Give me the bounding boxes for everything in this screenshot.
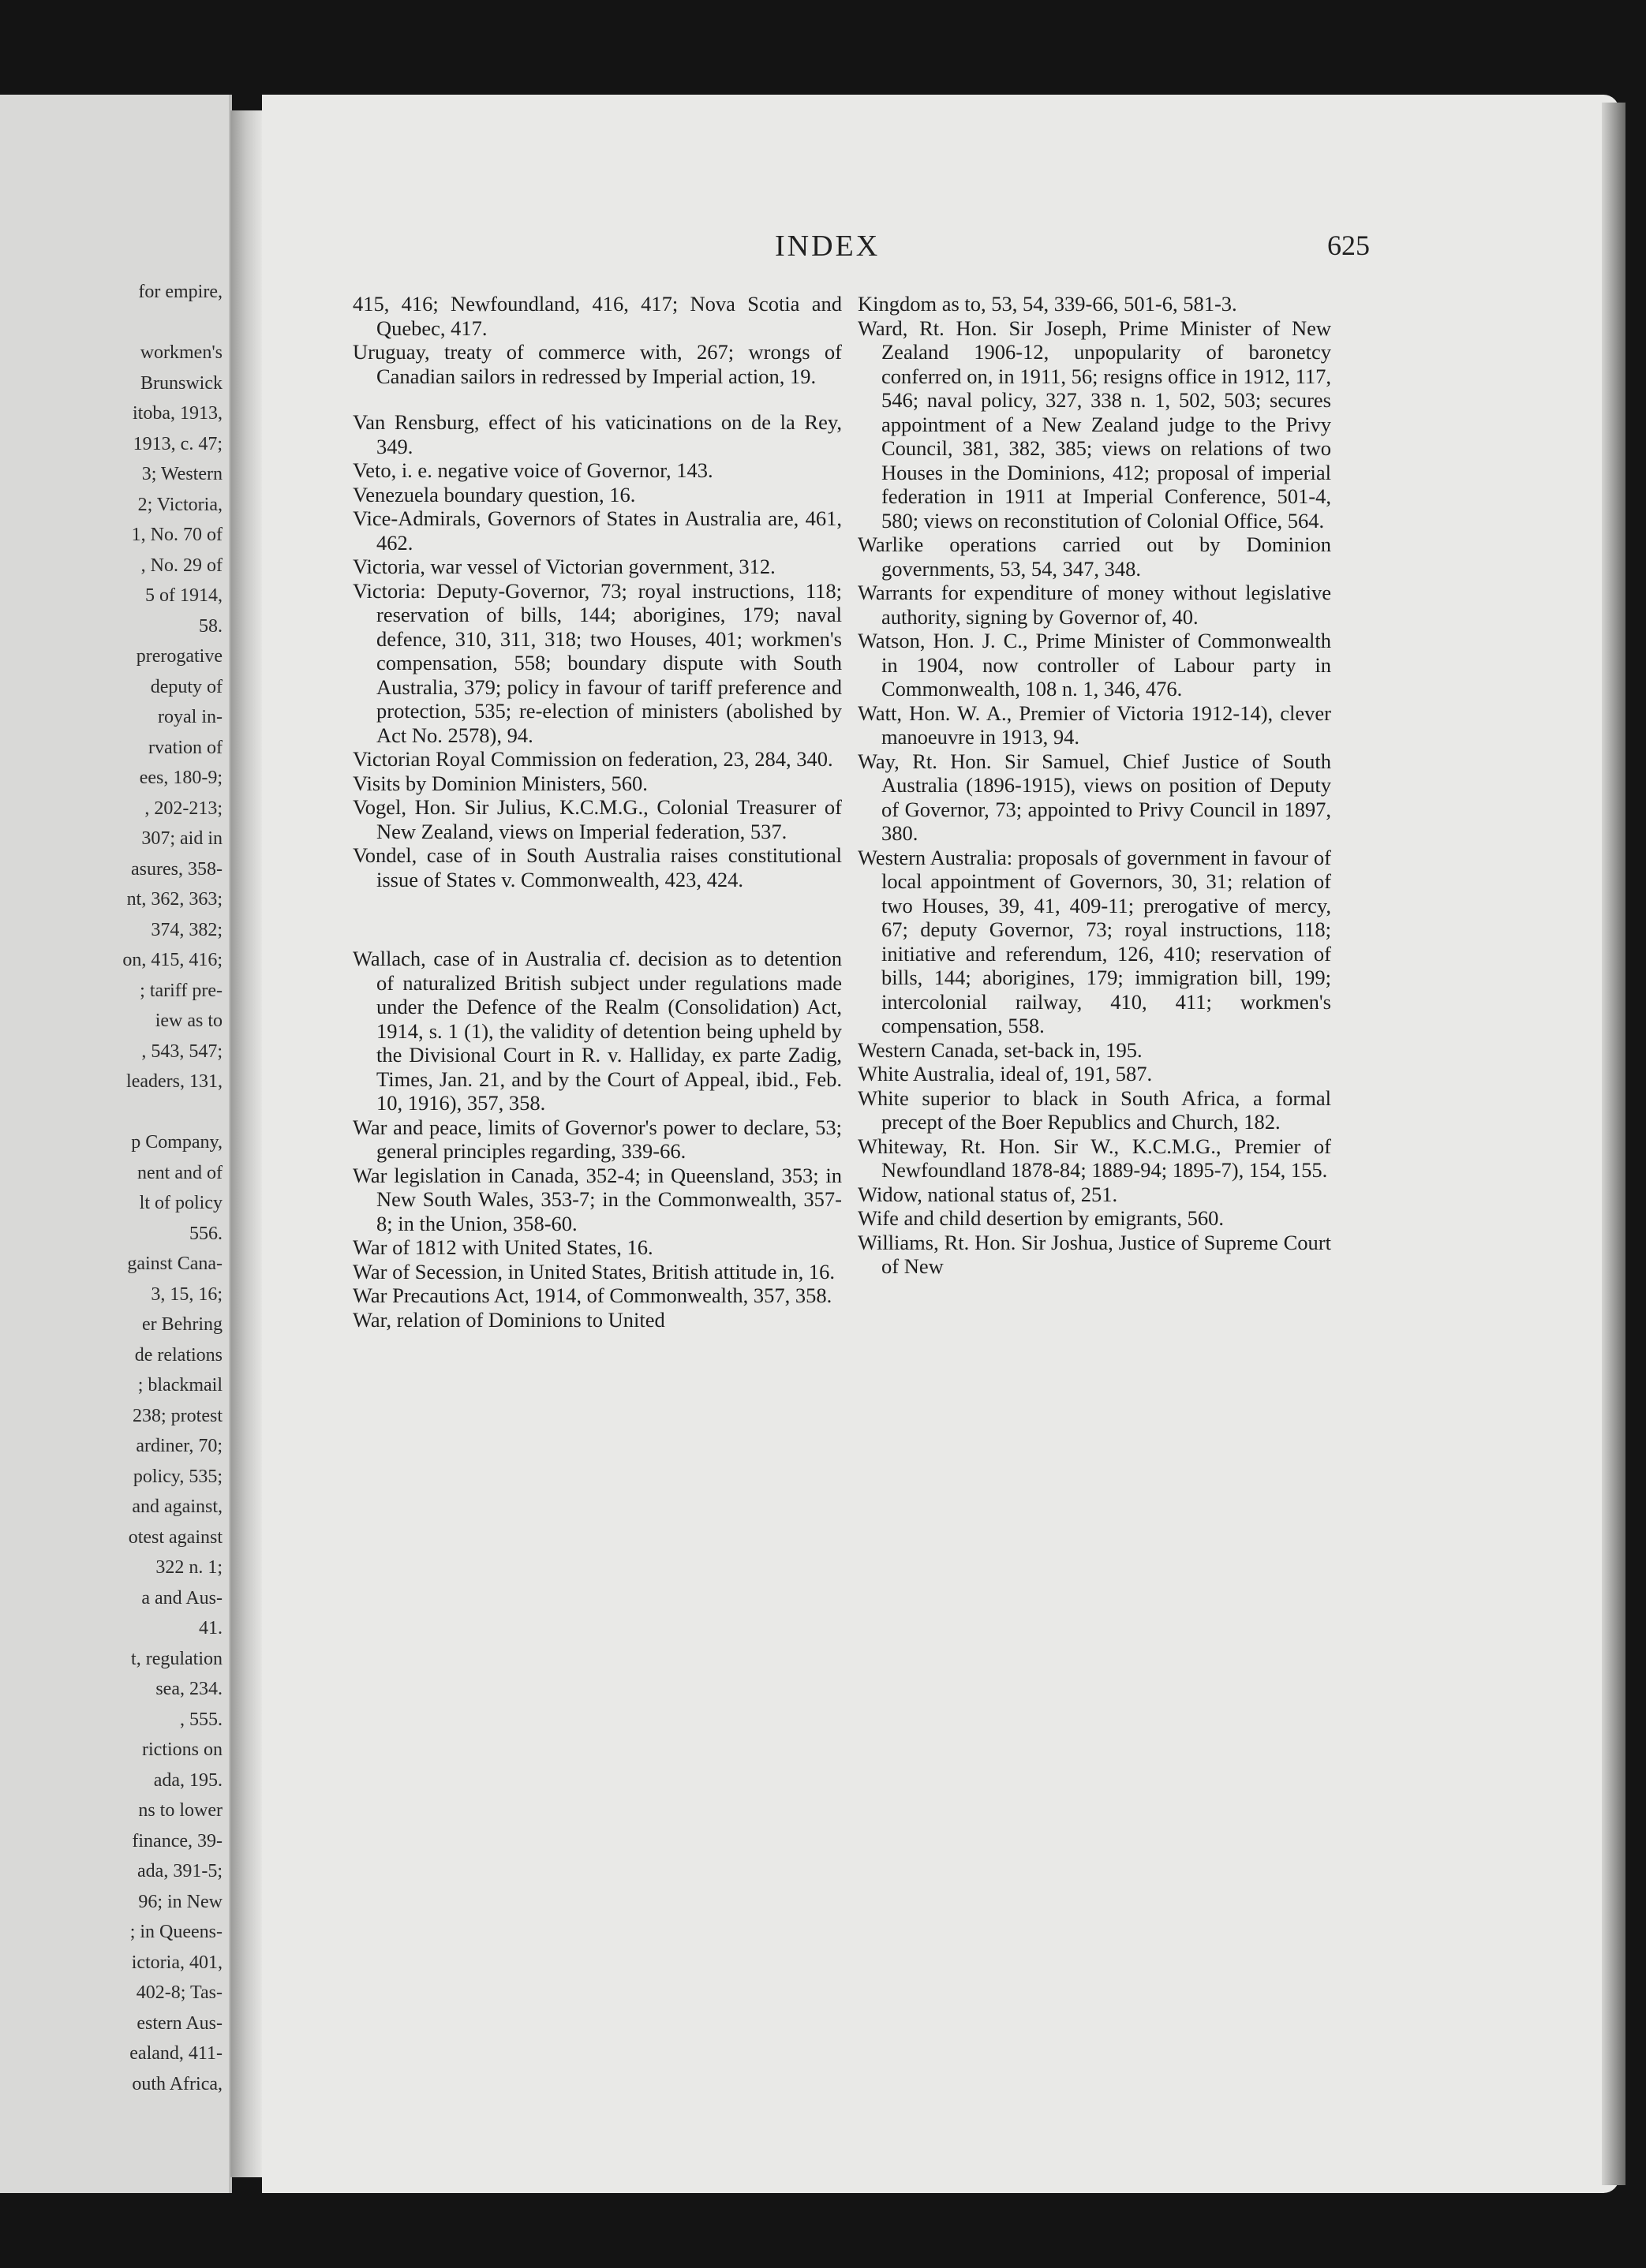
left-page-text-fragment: ; in Queens- — [129, 1922, 223, 1942]
index-entry: Whiteway, Rt. Hon. Sir W., K.C.M.G., Premier of Newfoundland 1878-84; 1889-94; 1895-7), 154, 155. — [858, 1134, 1331, 1182]
left-page-text-fragment: 5 of 1914, — [145, 585, 223, 606]
index-entry: Vogel, Hon. Sir Julius, K.C.M.G., Colonial Treasurer of New Zealand, views on Imperial federation, 537. — [353, 795, 842, 843]
left-page-text-fragment: t, regulation — [131, 1648, 223, 1669]
index-entry: War and peace, limits of Governor's power to declare, 53; general principles regarding, 339-66. — [353, 1115, 842, 1163]
left-page-text-fragment: nt, 362, 363; — [126, 889, 223, 910]
left-page-text-fragment: , 555. — [180, 1709, 223, 1730]
left-page-text-fragment: outh Africa, — [132, 2073, 223, 2094]
page-number: 625 — [1327, 230, 1370, 261]
left-page-text-fragment: 307; aid in — [141, 828, 223, 849]
left-page-text-fragment: rictions on — [142, 1739, 223, 1760]
left-page-text-fragment: 1, No. 70 of — [131, 525, 223, 545]
index-entry: Victoria, war vessel of Victorian government, 312. — [353, 555, 776, 578]
index-entry: Western Canada, set-back in, 195. — [858, 1037, 1143, 1062]
index-entry: Wife and child desertion by emigrants, 560. — [858, 1206, 1225, 1230]
left-page-text-fragment: estern Aus- — [137, 2012, 223, 2034]
index-entry: Veto, i. e. negative voice of Governor, 143. — [353, 458, 713, 482]
left-page-text-fragment: otest against — [128, 1526, 223, 1548]
index-entry: 415, 416; Newfoundland, 416, 417; Nova Scotia and Quebec, 417. — [353, 292, 842, 340]
left-page-text-fragment: lt of policy — [139, 1193, 223, 1213]
left-page-text-fragment: ealand, 411- — [129, 2043, 223, 2064]
index-entry: Victorian Royal Commission on federation, 23, 284, 340. — [353, 747, 833, 771]
left-page-text-fragment: ; tariff pre- — [140, 980, 223, 1001]
left-page-text-fragment: 374, 382; — [151, 919, 223, 940]
index-entry: Western Australia: proposals of government in favour of local appointment of Governors, 30, 31; relation of two Houses, 39, 41, 409-11; prerogative of mercy, 67; deputy Governor, 73; royal instructions, 118; initiative and referendum, 126, 410; reservation of bills, 144; aborigines, 179; immigration bill, 199; intercolonial railway, 410, 411; workmen's compensation, 558. — [858, 845, 1331, 1037]
book-gutter — [230, 110, 262, 2177]
left-page-text-fragment: 322 n. 1; — [155, 1557, 223, 1578]
left-page-text-fragment: 1913, c. 47; — [133, 433, 223, 454]
left-page-text-fragment: ardiner, 70; — [136, 1436, 223, 1456]
left-page-text-fragment: sea, 234. — [155, 1679, 223, 1699]
index-entry: Vondel, case of in South Australia raises constitutional issue of States v. Commonwealth, 423, 424. — [353, 843, 842, 891]
left-page-text-fragment: 3; Western — [141, 464, 223, 484]
index-entry: Venezuela boundary question, 16. — [353, 482, 636, 506]
index-entry: Watson, Hon. J. C., Prime Minister of Commonwealth in 1904, now controller of Labour party in Commonwealth, 108 n. 1, 346, 476. — [858, 629, 1331, 701]
index-entry: Victoria: Deputy-Governor, 73; royal instructions, 118; reservation of bills, 144; aborigines, 179; naval defence, 310, 311, 318; two Houses, 401; workmen's compensation, 558; boundary dispute with South Australia, 379; policy in favour of tariff preference and protection, 535; re-election of ministers (abolished by Act No. 2578), 94. — [353, 578, 842, 747]
index-entry: Vice-Admirals, Governors of States in Australia are, 461, 462. — [353, 506, 842, 555]
index-entry: Williams, Rt. Hon. Sir Joshua, Justice of Supreme Court of New — [858, 1230, 1331, 1278]
index-entry: War of Secession, in United States, British attitude in, 16. — [353, 1259, 835, 1283]
left-page-text-fragment: 402-8; Tas- — [136, 1982, 223, 2003]
left-page-text-fragment: 58. — [199, 615, 223, 637]
left-page-text-fragment: iew as to — [155, 1011, 223, 1031]
left-page-text-fragment: er Behring — [142, 1314, 223, 1335]
left-page-text-fragment: 96; in New — [138, 1891, 223, 1912]
left-page-text-fragment: ns to lower — [138, 1800, 223, 1821]
left-page-text-fragment: for empire, — [138, 282, 223, 302]
index-entry: Wallach, case of in Australia cf. decision as to detention of naturalized British subject under regulations made under the Defence of the Realm (Consolidation) Act, 1914, s. 1 (1), the validity of detention being upheld by the Divisional Court in R. v. Halliday, ex parte Zadig, Times, Jan. 21, and by the Court of Appeal, ibid., Feb. 10, 1916), 357, 358. — [353, 947, 842, 1115]
left-page-text-fragment: workmen's — [140, 342, 223, 363]
left-page-text-fragment: itoba, 1913, — [133, 403, 223, 424]
index-column-2 — [858, 292, 1331, 1279]
left-page-text-fragment: ; blackmail — [137, 1375, 223, 1396]
left-page-text-fragment: and against, — [132, 1496, 223, 1517]
left-page-text-fragment: ees, 180-9; — [139, 768, 223, 788]
page-title: INDEX — [775, 230, 881, 263]
index-entry: War of 1812 with United States, 16. — [353, 1235, 653, 1259]
left-page-text-fragment: gainst Cana- — [127, 1254, 223, 1274]
left-page-text-fragment: on, 415, 416; — [122, 950, 223, 970]
left-page-text-fragment: rvation of — [148, 737, 223, 758]
index-entry: Warrants for expenditure of money without legislative authority, signing by Governor of, 40. — [858, 581, 1331, 629]
index-entry: Ward, Rt. Hon. Sir Joseph, Prime Minister of New Zealand 1906-12, unpopularity of baronetcy conferred on, in 1911, 56; resigns office in 1912, 117, 546; naval policy, 327, 338 n. 1, 502, 503; secures appointment of a New Zealand judge to the Privy Council, 381, 382, 385; views on relations of two Houses in the Dominions, 412; proposal of imperial federation in 1911 at Imperial Conference, 501-4, 580; views on reconstitution of Colonial Office, 564. — [858, 316, 1331, 532]
left-page-text-fragment: 3, 15, 16; — [151, 1283, 223, 1305]
index-entry: White superior to black in South Africa, a formal precept of the Boer Republics and Church, 182. — [858, 1085, 1331, 1134]
left-page-text-fragment: , 202-213; — [144, 798, 223, 819]
left-page-text-fragment: a and Aus- — [141, 1587, 223, 1609]
left-page-text-fragment: de relations — [134, 1344, 223, 1366]
left-page-text-fragment: ictoria, 401, — [131, 1952, 223, 1973]
left-page-text-fragment: policy, 535; — [133, 1466, 223, 1487]
left-page-text-fragment: ada, 391-5; — [137, 1861, 223, 1881]
left-page-text-fragment: deputy of — [150, 676, 223, 697]
left-page — [0, 95, 232, 2193]
index-entry: Watt, Hon. W. A., Premier of Victoria 1912-14), clever manoeuvre in 1913, 94. — [858, 701, 1331, 749]
left-page-text-fragment: prerogative — [136, 646, 223, 667]
left-page-text-fragment: p Company, — [131, 1132, 223, 1153]
index-entry: Way, Rt. Hon. Sir Samuel, Chief Justice of South Australia (1896-1915), views on position of Deputy of Governor, 73; appointed to Privy Council in 1897, 380. — [858, 749, 1331, 845]
index-entry: Van Rensburg, effect of his vaticinations on de la Rey, 349. — [353, 410, 842, 458]
left-page-text-fragment: finance, 39- — [132, 1830, 223, 1851]
left-page-text-fragment: asures, 358- — [131, 858, 223, 880]
index-entry: War, relation of Dominions to United — [353, 1307, 665, 1332]
page-edge-shadow — [1602, 103, 1625, 2185]
page-header — [262, 229, 1619, 276]
index-entry: Visits by Dominion Ministers, 560. — [353, 771, 648, 795]
left-page-text-fragment: royal in- — [158, 707, 223, 727]
left-page-text-fragment: , No. 29 of — [140, 555, 223, 576]
index-entry: Uruguay, treaty of commerce with, 267; wrongs of Canadian sailors in redressed by Imperial action, 19. — [353, 340, 842, 388]
index-entry: Widow, national status of, 251. — [858, 1182, 1118, 1206]
left-page-text-fragment: 41. — [199, 1618, 223, 1638]
left-page-text-fragment: 556. — [189, 1223, 223, 1244]
left-page-text-fragment: 2; Victoria, — [137, 494, 223, 515]
left-page-text-fragment: ada, 195. — [153, 1769, 223, 1791]
left-page-text-fragment: nent and of — [137, 1162, 223, 1183]
left-page-text-fragment: leaders, 131, — [126, 1071, 223, 1092]
index-entry: War Precautions Act, 1914, of Commonwealth, 357, 358. — [353, 1283, 832, 1307]
left-page-text-fragment: Brunswick — [140, 372, 223, 394]
index-entry: Warlike operations carried out by Dominion governments, 53, 54, 347, 348. — [858, 532, 1331, 581]
index-entry: White Australia, ideal of, 191, 587. — [858, 1062, 1153, 1085]
left-page-text-fragment: , 543, 547; — [141, 1041, 223, 1062]
index-entry: Kingdom as to, 53, 54, 339-66, 501-6, 581-3. — [858, 292, 1237, 316]
index-entry: War legislation in Canada, 352-4; in Queensland, 353; in New South Wales, 353-7; in the Commonwealth, 357-8; in the Union, 358-60. — [353, 1163, 842, 1235]
index-column-1 — [353, 292, 842, 1332]
right-page — [262, 95, 1619, 2193]
left-page-text-fragment: 238; protest — [133, 1405, 223, 1426]
